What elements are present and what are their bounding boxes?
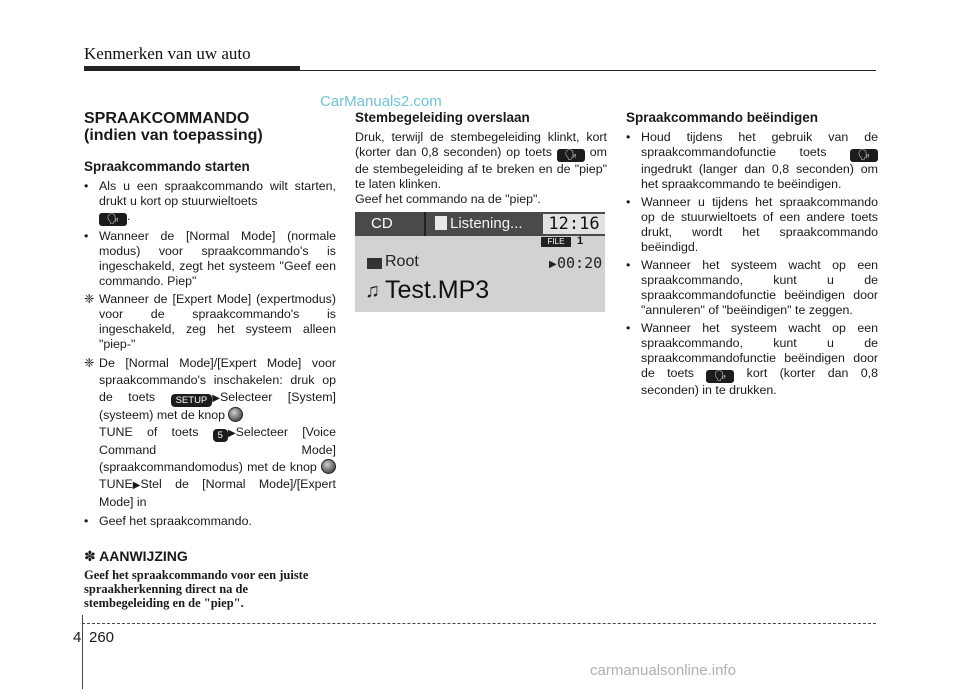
watermark-bottom: carmanualsonline.info [590,662,736,679]
voice-command-icon: 🗣︎ [706,370,734,383]
display-track: Test.MP3 [385,276,490,304]
end-bullet-3 [626,258,878,318]
mode-setup-text-e: TUNE [99,477,133,491]
column-right [626,110,878,401]
header-title: Kenmerken van uw auto [84,44,251,63]
end-command-heading: Spraakcommando beëindigen [626,110,819,125]
display-status: Listening... [450,215,523,232]
display-clock: 12:16 [543,214,605,234]
note-body: Geef het spraakcommando voor een juiste spraakherkenning direct na de stembegeleiding en de "piep". [84,568,309,610]
note-box [84,549,336,610]
audio-display [355,212,605,312]
end-bullet-4 [626,321,878,398]
bullet-mark: • [84,514,89,528]
display-separator [424,212,426,236]
start-bullet-2 [84,229,336,289]
tune-knob-icon [321,459,336,474]
footer-rule-vertical [82,615,83,689]
display-elapsed: 00:20 [557,254,603,272]
note-mark: ❈ [84,292,95,306]
note-title [84,549,336,564]
voice-command-icon: 🗣︎ [557,149,585,162]
skip-guidance-paragraph [355,130,607,192]
bullet-mark: • [626,130,631,144]
bullet-mark: • [84,179,89,193]
file-badge: FILE [541,237,571,247]
start-heading: Spraakcommando starten [84,159,250,174]
note-item-expert-mode-text: Wanneer de [Expert Mode] (expertmodus) voor de spraakcommando's is ingeschakeld, zeg het systeem alleen "piep-" [99,292,336,351]
note-title-text: AANWIJZING [99,548,188,564]
note-mark: ❈ [84,356,95,370]
listening-icon [435,216,447,230]
page-chapter: 4 [73,629,82,646]
section-title [84,110,336,144]
display-folder: Root [385,253,419,270]
bullet-mark: • [626,258,631,272]
arrow-right-icon: ▶ [227,428,236,439]
bullet-mark: • [626,195,631,209]
bullet-mark: • [626,321,631,335]
end-bullet-1-text-b: ingedrukt (langer dan 0,8 seconden) om het spraakcommando te beëindigen. [641,162,878,191]
skip-guidance-heading: Stembegeleiding overslaan [355,110,530,125]
tune-knob-icon [228,407,243,422]
footer-rule-horizontal [82,623,876,624]
end-bullet-2 [626,195,878,255]
header-rule-thin [300,70,876,71]
music-note-icon: ♫ [365,280,380,302]
end-bullet-1 [626,130,878,192]
header-rule-thick [84,66,300,71]
mode-setup-text-a: De [Normal Mode]/[Expert Mode] voor spraakcommando's inschakelen: druk op de toets [99,356,336,404]
track-number: 1 [577,235,584,247]
start-bullet-3-text: Geef het spraakcommando. [99,514,252,528]
setup-key-icon: SETUP [171,394,213,407]
arrow-right-icon: ▶ [132,480,141,491]
start-bullet-3 [84,514,336,529]
section-title-line2: (indien van toepassing) [84,127,263,144]
arrow-right-icon: ▶ [212,393,220,404]
mode-setup-text-b: Selecteer [System] (systeem) met de knop [99,390,336,422]
display-source: CD [371,215,393,232]
column-left [84,110,336,610]
skip-guidance-text-a: Druk, terwijl de stembegeleiding klinkt, kort (korter dan 0,8 seconden) op toets [355,130,607,159]
mode-setup-text-c: TUNE of toets [99,425,199,439]
key-5-icon: 5 [213,429,228,442]
mode-setup-text-f: Stel de [Normal Mode]/[Expert Mode] in [99,477,336,509]
watermark-top: CarManuals2.com [320,93,442,110]
bullet-mark: • [84,229,89,243]
start-bullet-1-text: Als u een spraakcommando wilt starten, drukt u kort op stuurwieltoets [99,179,336,208]
end-bullet-4-text-b: kort (korter dan 0,8 seconden) in te drukken. [641,366,878,397]
folder-icon [367,258,382,269]
note-symbol: ✽ [84,548,96,564]
end-bullet-2-text: Wanneer u tijdens het spraakcommando op de stuurwieltoets of een andere toets drukt, wordt het spraakcommando beëindigd. [641,195,878,254]
play-icon: ▶ [549,259,557,270]
end-bullet-4-text-a: Wanneer het systeem wacht op een spraakcommando, kunt u de spraakcommandofunctie beëindigen door de toets [641,321,878,380]
end-bullet-1-text-a: Houd tijdens het gebruik van de spraakcommandofunctie toets [641,130,878,159]
page-number: 260 [89,629,115,646]
skip-guidance-paragraph-2: Geef het commando na de "piep". [355,192,541,206]
end-bullet-3-text: Wanneer het systeem wacht op een spraakcommando, kunt u de spraakcommandofunctie beëindigen door "annuleren" of "beëindigen" te zeggen. [641,258,878,317]
mode-setup-text-d: Selecteer [Voice Command Mode] (spraakcommandomodus) met de knop [99,425,336,474]
section-title-line1: SPRAAKCOMMANDO [84,110,250,127]
note-item-expert-mode [84,292,336,352]
start-bullet-1-end: . [127,209,131,223]
start-bullet-1 [84,179,336,226]
skip-guidance-text-b: om de stembegeleiding af te breken en de "piep" te laten klinken. [355,145,607,191]
column-middle [355,110,607,207]
note-item-mode-setup [84,355,336,511]
voice-command-icon: 🗣︎ [850,149,878,162]
voice-command-icon: 🗣︎ [99,213,127,226]
start-bullet-2-text: Wanneer de [Normal Mode] (normale modus) voor spraakcommando's is ingeschakeld, zegt het systeem "Geef een commando. Piep" [99,229,336,288]
